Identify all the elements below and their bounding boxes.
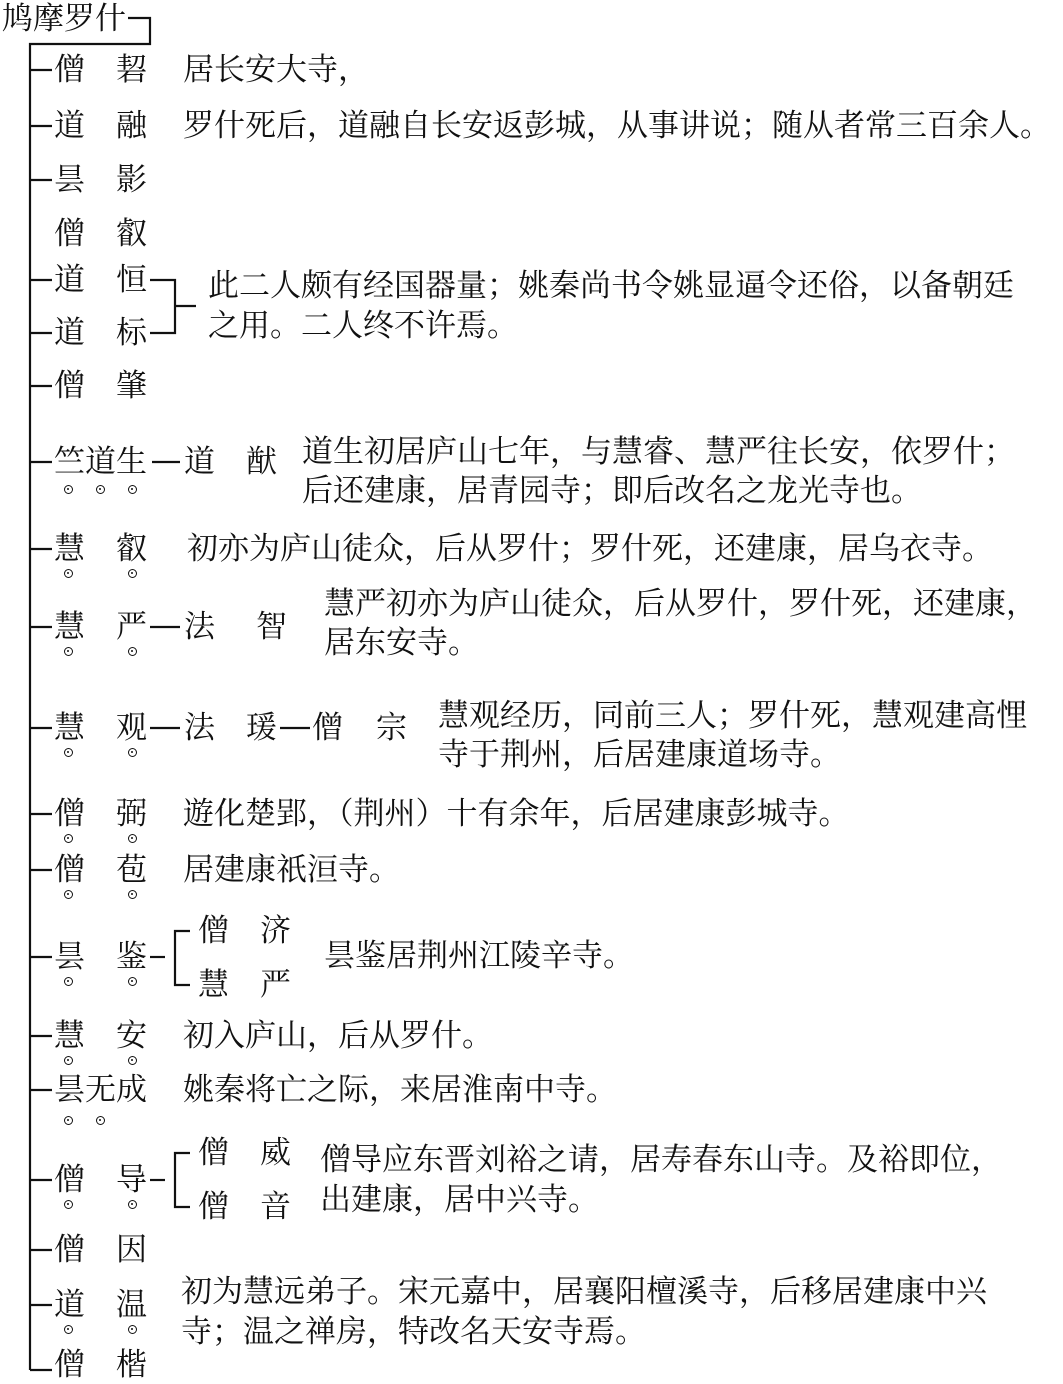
disciple-name: 竺道生: [54, 444, 147, 480]
disciple-note-line: 道生初居庐山七年，与慧睿、慧严往长安，依罗什；: [302, 434, 1015, 470]
disciple-note-line: 慧观经历，同前三人；罗什死，慧观建高悝: [438, 698, 1027, 734]
disciple-note: 居建康祇洹寺。: [183, 852, 400, 888]
disciple-note-line: 寺；温之禅房，特改名天安寺焉。: [181, 1314, 646, 1350]
emphasis-mark: [128, 890, 137, 899]
emphasis-mark: [64, 748, 73, 757]
disciple-note-line: 居东安寺。: [324, 625, 479, 661]
emphasis-mark: [96, 485, 105, 494]
sub-disciple-name: 瑗: [246, 710, 277, 746]
disciple-note: 居长安大寺，: [183, 52, 369, 88]
emphasis-mark: [128, 569, 137, 578]
sub-disciple-name: 僧: [312, 710, 343, 746]
sub-disciple-name: 法: [184, 609, 215, 645]
emphasis-mark: [128, 485, 137, 494]
disciple-note-line: 慧严初亦为庐山徒众，后从罗什，罗什死，还建康，: [324, 586, 1037, 622]
sub-disciple-name: 智: [256, 609, 287, 645]
disciple-note: 初亦为庐山徒众，后从罗什；罗什死，还建康，居乌衣寺。: [187, 531, 993, 567]
emphasis-mark: [128, 647, 137, 656]
disciple-note: 姚秦将亡之际，来居淮南中寺。: [183, 1072, 617, 1108]
emphasis-mark: [64, 1200, 73, 1209]
emphasis-mark: [64, 647, 73, 656]
disciple-note-line: 僧导应东晋刘裕之请，居寿春东山寺。及裕即位，: [320, 1142, 1002, 1178]
emphasis-mark: [128, 1056, 137, 1065]
emphasis-mark: [64, 485, 73, 494]
root-name: 鸠摩罗什: [2, 1, 126, 37]
disciple-note: 初入庐山，后从罗什。: [183, 1018, 493, 1054]
emphasis-mark: [64, 890, 73, 899]
emphasis-mark: [128, 748, 137, 757]
emphasis-mark: [128, 1200, 137, 1209]
disciple-note-line: 出建康，居中兴寺。: [320, 1182, 599, 1218]
emphasis-mark: [64, 834, 73, 843]
disciple-note: 昙鉴居荆州江陵辛寺。: [324, 938, 634, 974]
emphasis-mark: [64, 977, 73, 986]
disciple-note: 遊化楚郢，（荆州）十有余年，后居建康彭城寺。: [183, 796, 850, 832]
emphasis-mark: [96, 1116, 105, 1125]
sub-disciple-name: 道: [184, 444, 215, 480]
group-note-line: 此二人颇有经国器量；姚秦尚书令姚显逼令还俗，以备朝廷: [208, 268, 1014, 304]
disciple-name: 昙无成: [54, 1072, 147, 1108]
sub-disciple-name: 法: [184, 710, 215, 746]
sub-disciple-name: 宗: [376, 710, 407, 746]
emphasis-mark: [128, 977, 137, 986]
disciple-note-line: 后还建康，居青园寺；即后改名之龙光寺也。: [302, 473, 922, 509]
emphasis-mark: [64, 1056, 73, 1065]
disciple-note: 罗什死后，道融自长安返彭城，从事讲说；随从者常三百余人。: [183, 108, 1051, 144]
emphasis-mark: [128, 834, 137, 843]
sub-disciple-name: 猷: [246, 444, 277, 480]
disciple-note-line: 寺于荆州，后居建康道场寺。: [438, 737, 841, 773]
group-note-line: 之用。二人终不许焉。: [208, 308, 518, 344]
emphasis-mark: [64, 569, 73, 578]
emphasis-mark: [64, 1325, 73, 1334]
emphasis-mark: [64, 1116, 73, 1125]
emphasis-mark: [128, 1325, 137, 1334]
disciple-note-line: 初为慧远弟子。宋元嘉中，居襄阳檀溪寺，后移居建康中兴: [181, 1274, 987, 1310]
